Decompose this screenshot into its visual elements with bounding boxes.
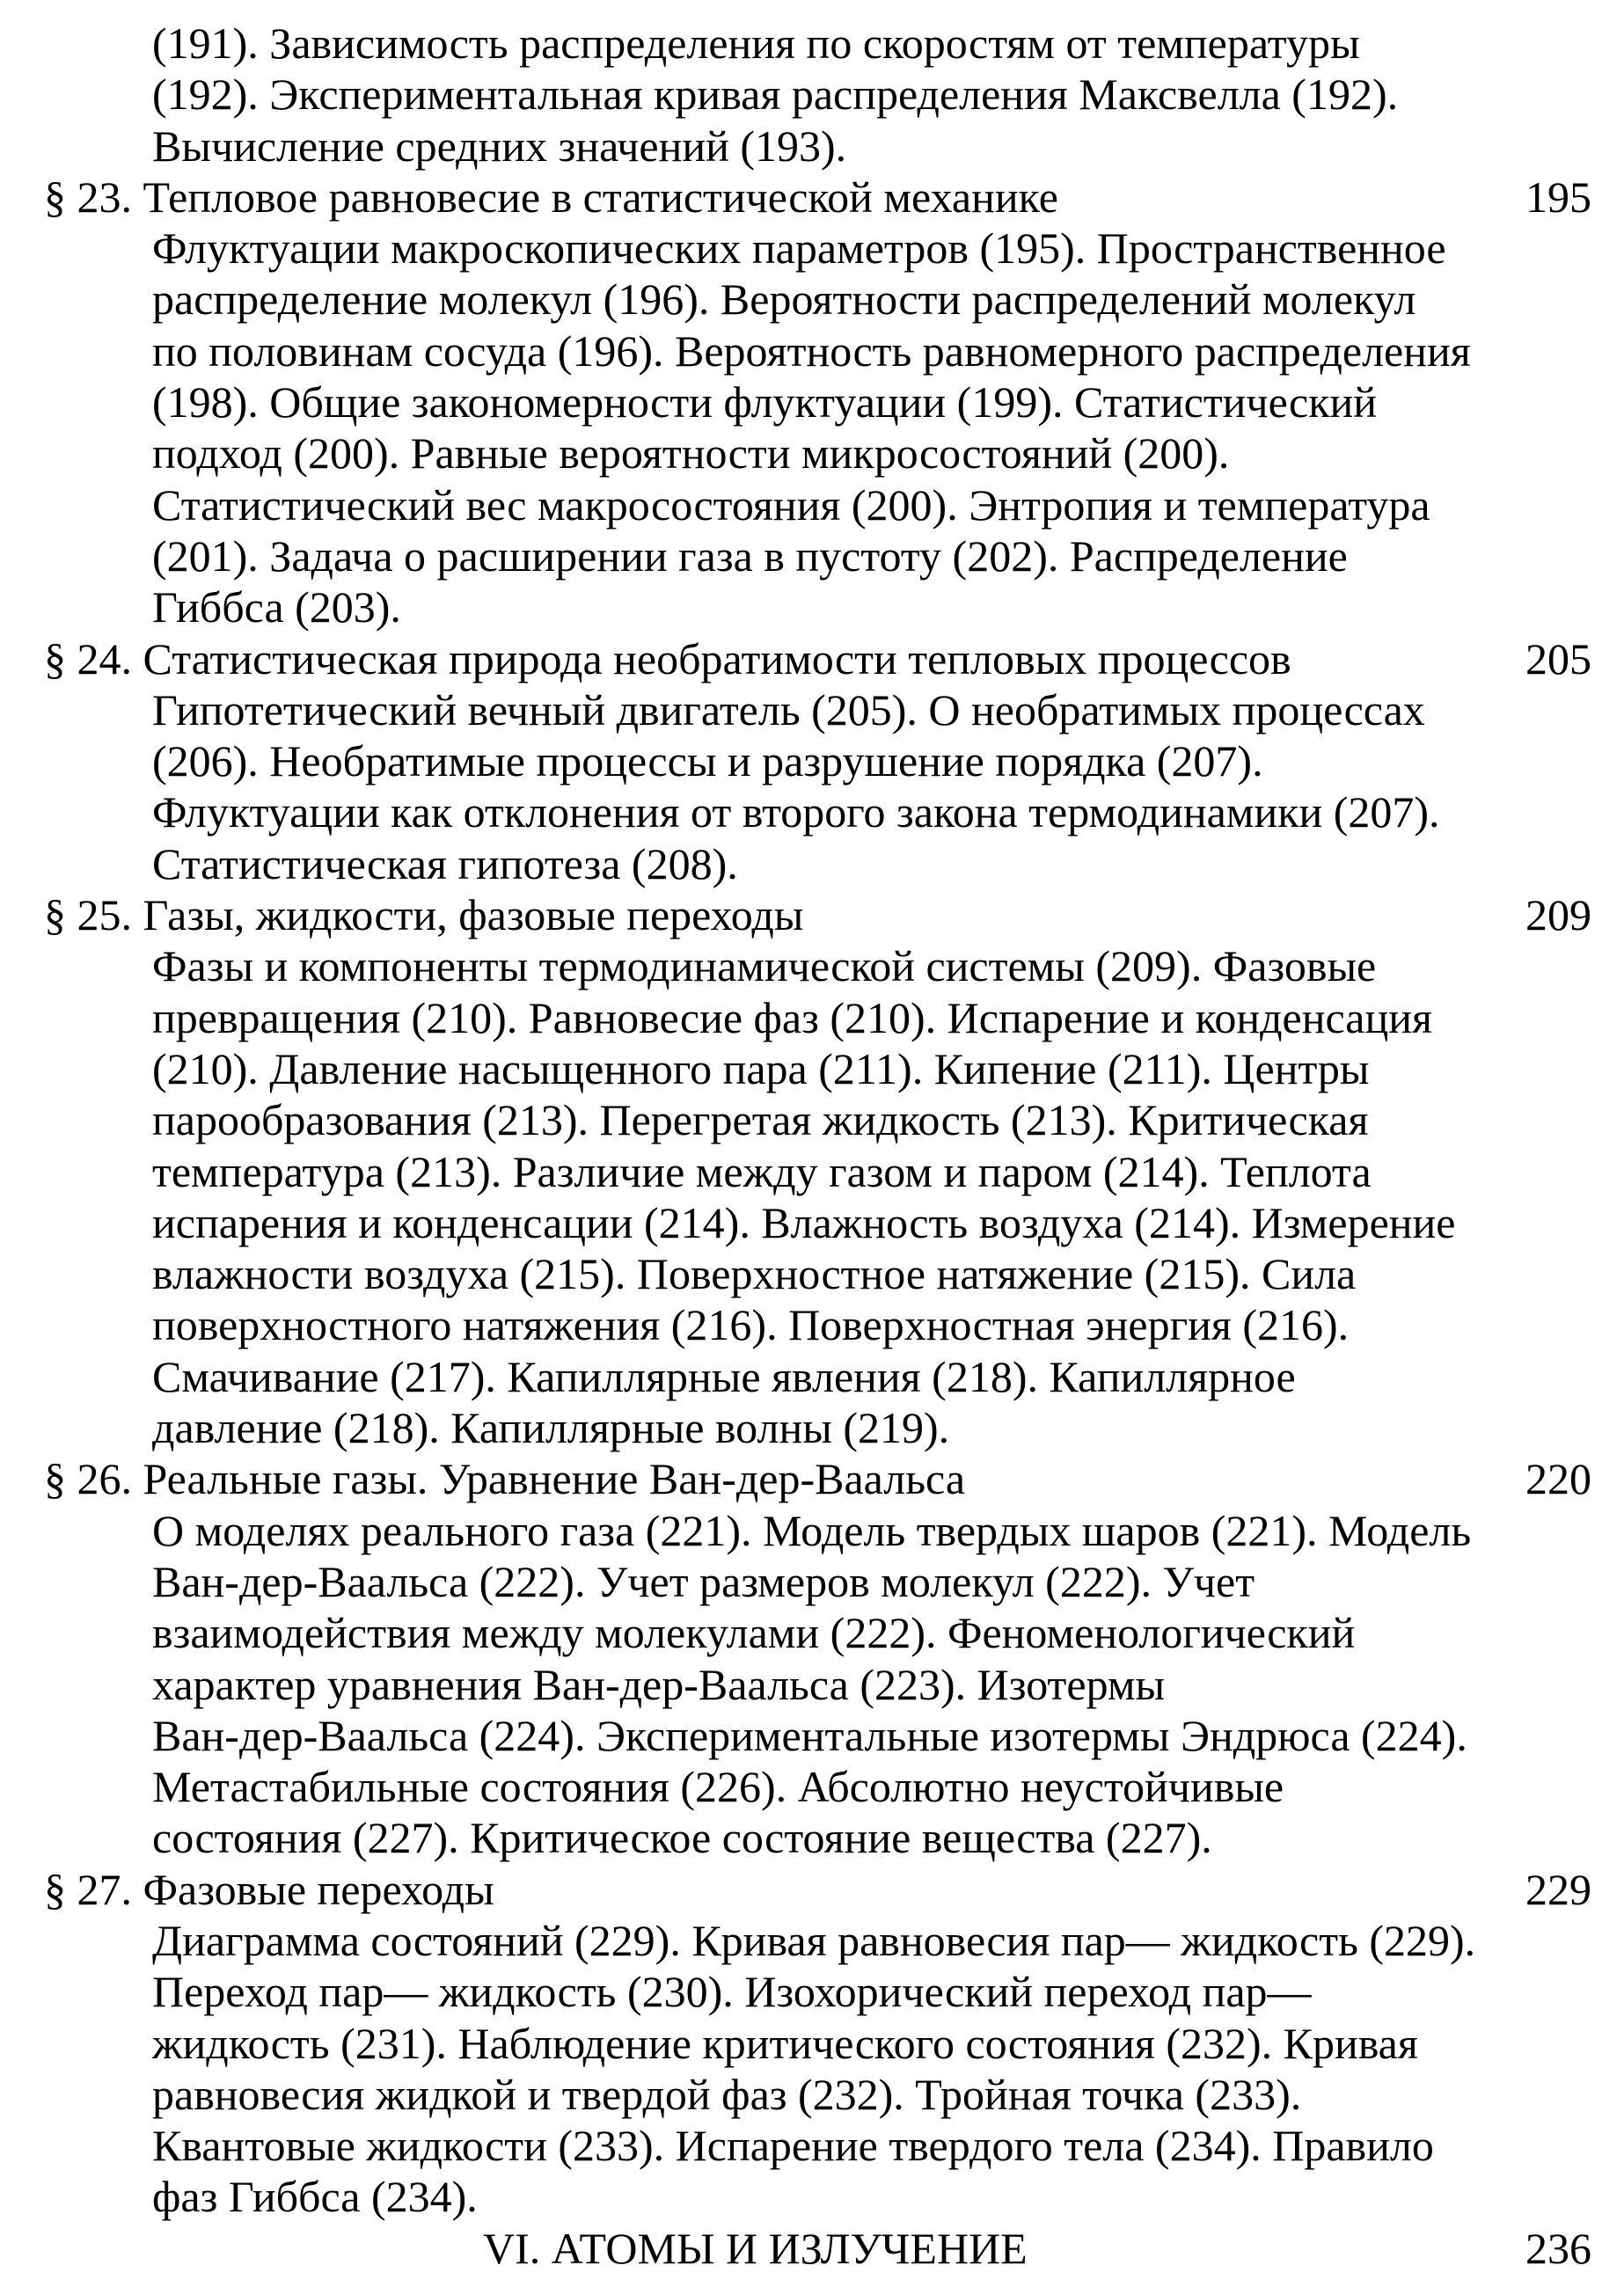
section-heading-text	[44, 1453, 965, 1504]
section-title: Тепловое равновесие в статистической механике	[143, 172, 1058, 222]
chapter-title: VI. АТОМЫ И ИЗЛУЧЕНИЕ	[483, 2223, 1028, 2273]
section-number: § 23.	[44, 172, 132, 222]
section-page-number: 205	[1525, 633, 1591, 683]
chapter-heading-row	[44, 2223, 1591, 2274]
toc-topic-line: Флуктуации как отклонения от второго закона термодинамики (207).	[152, 787, 1440, 837]
section-heading-row	[44, 889, 1591, 940]
toc-topic-line: (201). Задача о расширении газа в пустоту (202). Распределение	[152, 530, 1348, 581]
section-number: § 25.	[44, 890, 132, 940]
section-number: § 26.	[44, 1454, 132, 1504]
toc-topic-line: давление (218). Капиллярные волны (219).	[152, 1403, 950, 1453]
section-number: § 24.	[44, 633, 132, 683]
section-page-number: 209	[1525, 890, 1591, 940]
toc-topic-line: (198). Общие закономерности флуктуации (199). Статистический	[152, 377, 1378, 428]
toc-topic-line: Вычисление средних значений (193).	[152, 121, 847, 171]
toc-topic-line: подход (200). Равные вероятности микросостояний (200).	[152, 428, 1230, 479]
section-heading-text	[44, 889, 803, 940]
section-title: Фазовые переходы	[143, 1864, 494, 1914]
toc-topic-line: равновесия жидкой и твердой фаз (232). Тройная точка (233).	[152, 2069, 1302, 2119]
toc-topic-line: парообразования (213). Перегретая жидкость (213). Критическая	[152, 1095, 1369, 1145]
section-title: Газы, жидкости, фазовые переходы	[143, 890, 804, 940]
toc-topic-line: Статистическая гипотеза (208).	[152, 838, 738, 888]
toc-topic-line: испарения и конденсации (214). Влажность воздуха (214). Измерение	[152, 1197, 1456, 1247]
section-heading-row	[44, 172, 1591, 223]
toc-section-23	[44, 172, 1591, 633]
toc-topic-line: Квантовые жидкости (233). Испарение твердого тела (234). Правило	[152, 2121, 1434, 2171]
toc-topic-line: (192). Экспериментальная кривая распределения Максвелла (192).	[152, 69, 1399, 120]
section-heading-row	[44, 1453, 1591, 1504]
toc-topic-line: фаз Гиббса (234).	[152, 2172, 478, 2222]
section-heading-text	[44, 1864, 494, 1915]
section-heading-text	[44, 633, 1291, 684]
section-page-number: 220	[1525, 1454, 1591, 1504]
chapter-page-number: 236	[1525, 2223, 1591, 2273]
toc-topic-line: Статистический вес макросостояния (200). Энтропия и температура	[152, 479, 1430, 530]
section-page-number: 229	[1525, 1864, 1591, 1914]
section-heading-row	[44, 633, 1591, 684]
toc-section-25	[44, 889, 1591, 1453]
toc-topic-line: влажности воздуха (215). Поверхностное натяжение (215). Сила	[152, 1249, 1357, 1299]
toc-topic-line: (191). Зависимость распределения по скоростям от температуры	[152, 18, 1360, 68]
section-heading-text	[44, 172, 1058, 223]
section-page-number: 195	[1525, 172, 1591, 222]
toc-topic-line: Ван-дер-Ваальса (222). Учет размеров молекул (222). Учет	[152, 1556, 1255, 1606]
toc-topic-line: Ван-дер-Ваальса (224). Экспериментальные изотермы Эндрюса (224).	[152, 1710, 1467, 1760]
toc-topic-line: взаимодействия между молекулами (222). Феноменологический	[152, 1608, 1356, 1658]
toc-section-26	[44, 1453, 1591, 1863]
toc-section-27	[44, 1864, 1591, 2223]
section-title: Статистическая природа необратимости тепловых процессов	[143, 633, 1291, 683]
toc-topic-line: Диаграмма состояний (229). Кривая равновесия пар— жидкость (229).	[152, 1915, 1476, 1965]
toc-topic-line: Гипотетический вечный двигатель (205). О необратимых процессах	[152, 684, 1425, 734]
toc-topic-line: О моделях реального газа (221). Модель твердых шаров (221). Модель	[152, 1505, 1472, 1555]
toc-topic-line: (210). Давление насыщенного пара (211). Кипение (211). Центры	[152, 1043, 1370, 1093]
toc-topic-line: Фазы и компоненты термодинамической системы (209). Фазовые	[152, 941, 1377, 991]
toc-topic-line: состояния (227). Критическое состояние вещества (227).	[152, 1813, 1212, 1863]
toc-topic-line: Смачивание (217). Капиллярные явления (218). Капиллярное	[152, 1351, 1296, 1401]
toc-section-24	[44, 633, 1591, 889]
toc-topic-line: Флуктуации макроскопических параметров (195). Пространственное	[152, 223, 1446, 274]
toc-topic-line: по половинам сосуда (196). Вероятность равномерного распределения	[152, 325, 1471, 376]
toc-topic-line: характер уравнения Ван-дер-Ваальса (223). Изотермы	[152, 1659, 1166, 1709]
toc-topic-line: Метастабильные состояния (226). Абсолютно неустойчивые	[152, 1762, 1284, 1812]
toc-topic-line: жидкость (231). Наблюдение критического состояния (232). Кривая	[152, 2018, 1418, 2068]
toc-previous-section-continuation	[44, 18, 1591, 172]
section-heading-row	[44, 1864, 1591, 1915]
section-title: Реальные газы. Уравнение Ван-дер-Ваальса	[143, 1454, 966, 1504]
toc-topic-line: превращения (210). Равновесие фаз (210). Испарение и конденсация	[152, 992, 1432, 1042]
toc-topic-line: распределение молекул (196). Вероятности распределений молекул	[152, 274, 1416, 325]
toc-topic-line: Переход пар— жидкость (230). Изохорический переход пар—	[152, 1967, 1312, 2017]
toc-topic-line: поверхностного натяжения (216). Поверхностная энергия (216).	[152, 1300, 1350, 1350]
toc-topic-line: температура (213). Различие между газом и паром (214). Теплота	[152, 1146, 1372, 1196]
toc-topic-line: (206). Необратимые процессы и разрушение порядка (207).	[152, 736, 1263, 786]
section-number: § 27.	[44, 1864, 132, 1914]
toc-topic-line: Гиббса (203).	[152, 582, 401, 632]
